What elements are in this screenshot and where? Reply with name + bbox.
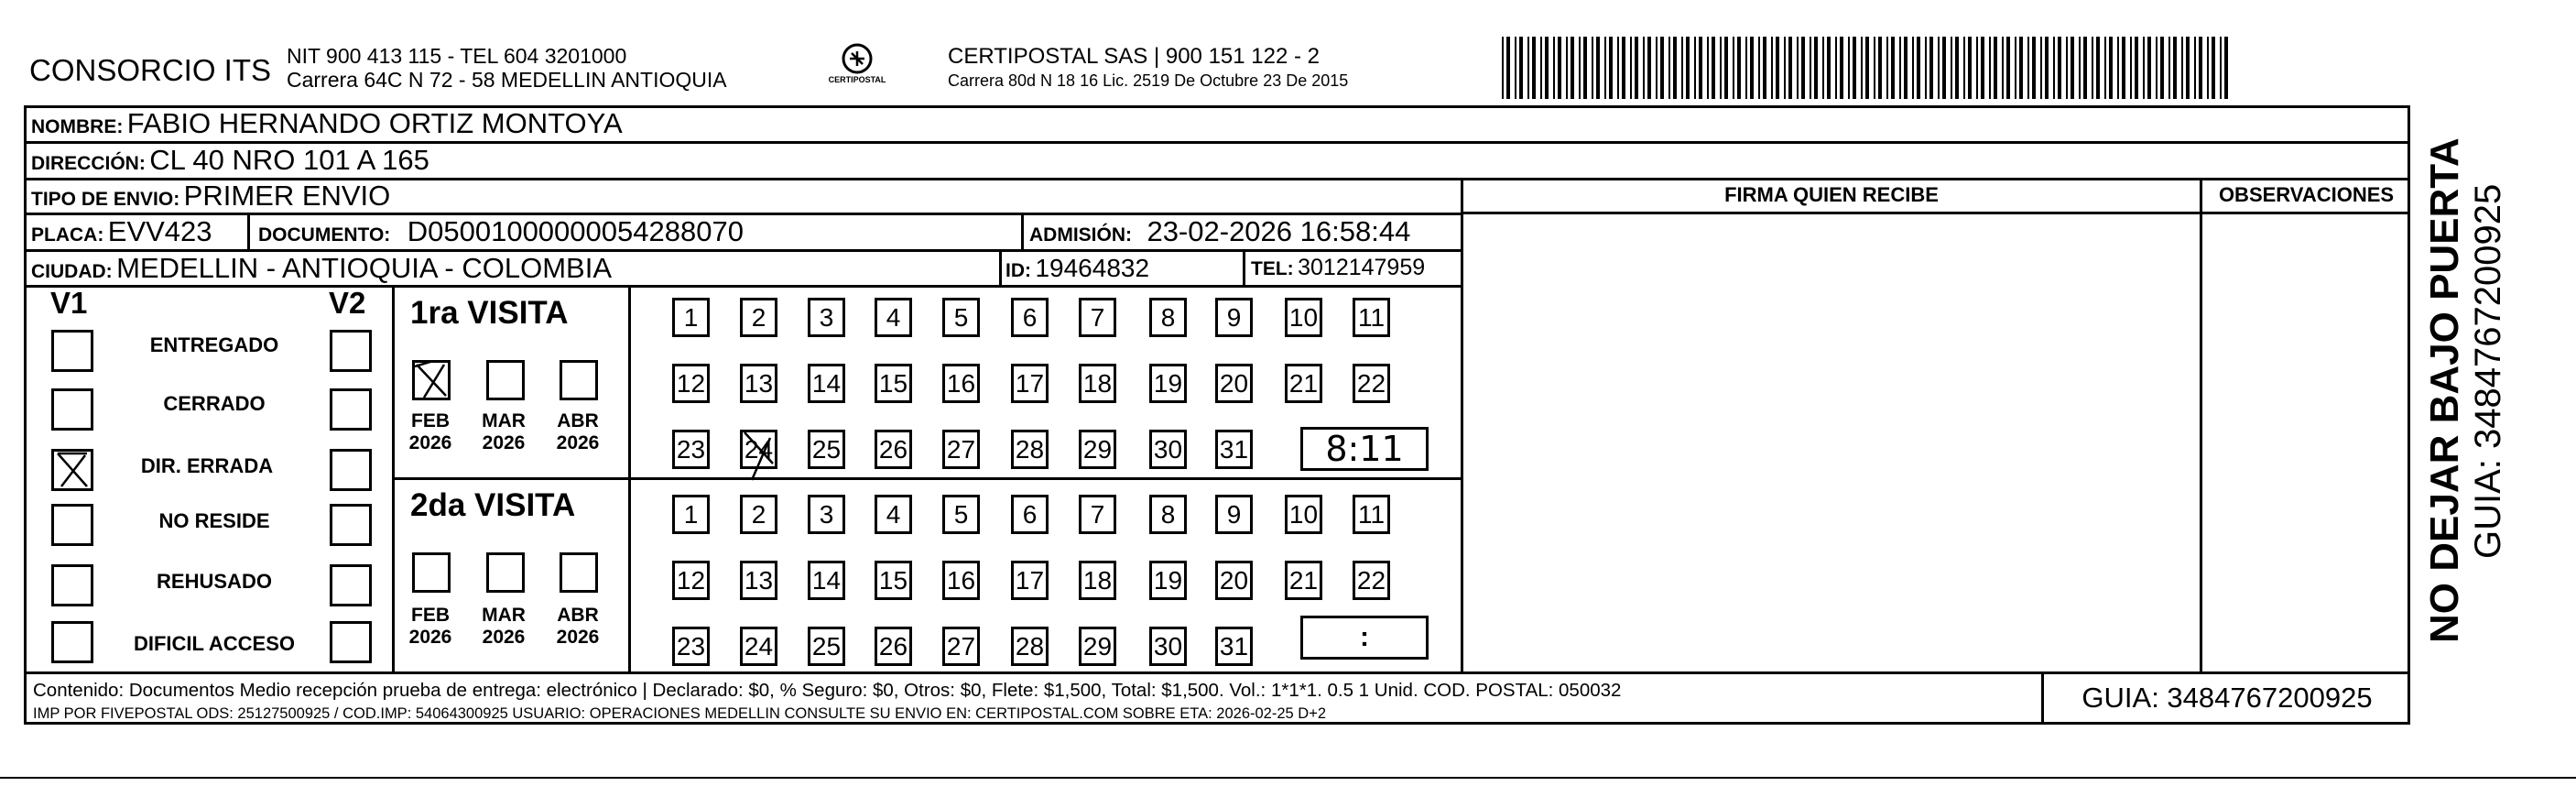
barcode-bar bbox=[2015, 37, 2016, 99]
visit2-day-11[interactable]: 11 bbox=[1353, 495, 1390, 534]
barcode-bar bbox=[2122, 37, 2125, 99]
logo-text: CERTIPOSTAL bbox=[828, 75, 886, 84]
visit2-day-10[interactable]: 10 bbox=[1285, 495, 1322, 534]
barcode-bar bbox=[1737, 37, 1741, 99]
visit1-day-2[interactable]: 2 bbox=[740, 298, 777, 337]
id-field bbox=[1005, 251, 1149, 285]
certipostal-line1: CERTIPOSTAL SAS | 900 151 122 - 2 bbox=[948, 44, 1320, 69]
visit2-day-21[interactable]: 21 bbox=[1285, 561, 1322, 600]
observaciones-header: OBSERVACIONES bbox=[2218, 183, 2395, 206]
visit1-day-12[interactable]: 12 bbox=[672, 364, 710, 403]
barcode-bar bbox=[1707, 37, 1709, 99]
v2-checkbox-cerrado[interactable] bbox=[330, 388, 372, 431]
barcode-bar bbox=[1810, 37, 1811, 99]
visit1-day-22[interactable]: 22 bbox=[1353, 364, 1390, 403]
tipo-envio-label: TIPO DE ENVIO: bbox=[31, 189, 180, 210]
barcode-bar bbox=[1656, 37, 1658, 99]
visit1-day-24[interactable]: 24 bbox=[740, 430, 777, 469]
v2-checkbox-entregado[interactable] bbox=[330, 330, 372, 372]
barcode-bar bbox=[1904, 37, 1908, 99]
barcode-bar bbox=[1758, 37, 1760, 99]
barcode-bar bbox=[1861, 37, 1863, 99]
visit2-day-9[interactable]: 9 bbox=[1215, 495, 1253, 534]
barcode-bar bbox=[1660, 37, 1664, 99]
barcode-bar bbox=[2199, 37, 2202, 99]
visit1-day-18[interactable]: 18 bbox=[1079, 364, 1116, 403]
direccion-field bbox=[31, 143, 429, 178]
barcode-bar bbox=[1912, 37, 1914, 99]
barcode-bar bbox=[2207, 37, 2209, 99]
footer-guia: GUIA: 3484767200925 bbox=[2081, 682, 2373, 714]
visit2-feb-label: FEB 2026 bbox=[408, 605, 452, 648]
barcode-bar bbox=[1797, 37, 1799, 99]
barcode-bar bbox=[1835, 37, 1837, 99]
barcode-bar bbox=[1515, 37, 1516, 99]
visit2-day-16[interactable]: 16 bbox=[942, 561, 980, 600]
barcode-bar bbox=[1724, 37, 1728, 99]
visit1-day-10[interactable]: 10 bbox=[1285, 298, 1322, 337]
tel-label: TEL: bbox=[1251, 258, 1294, 279]
barcode-bar bbox=[1878, 37, 1882, 99]
barcode-bar bbox=[2135, 37, 2138, 99]
side-guia: GUIA: 3484767200925 bbox=[2468, 183, 2508, 559]
barcode-bar bbox=[1989, 37, 1991, 99]
barcode-bar bbox=[2130, 37, 2132, 99]
barcode-bar bbox=[1955, 37, 1959, 99]
visit2-day-14[interactable]: 14 bbox=[808, 561, 845, 600]
visit1-time-value: 8:11 bbox=[1325, 429, 1404, 469]
barcode-bar bbox=[1519, 37, 1523, 99]
barcode-bar bbox=[1712, 37, 1715, 99]
visit2-day-7[interactable]: 7 bbox=[1079, 495, 1116, 534]
admision-field bbox=[1029, 214, 1410, 249]
barcode-bar bbox=[1776, 37, 1779, 99]
barcode-bar bbox=[2224, 37, 2228, 99]
barcode-bar bbox=[1733, 37, 1734, 99]
barcode-bar bbox=[1592, 37, 1593, 99]
visit2-day-12[interactable]: 12 bbox=[672, 561, 710, 600]
barcode-bar bbox=[1853, 37, 1856, 99]
barcode-bar bbox=[1763, 37, 1766, 99]
visit2-time-value: : bbox=[1360, 622, 1369, 652]
visit1-day-27[interactable]: 27 bbox=[942, 430, 980, 469]
visit1-day-16[interactable]: 16 bbox=[942, 364, 980, 403]
visit1-day-15[interactable]: 15 bbox=[875, 364, 912, 403]
barcode-bar bbox=[2143, 37, 2145, 99]
documento-field bbox=[258, 214, 744, 249]
visit1-mar-label: MAR 2026 bbox=[482, 410, 526, 453]
v2-checkbox-rehusado[interactable] bbox=[330, 564, 372, 606]
barcode-bar bbox=[2002, 37, 2004, 99]
v2-checkbox-dificil-acceso[interactable] bbox=[330, 621, 372, 663]
firma-header: FIRMA QUIEN RECIBE bbox=[1724, 183, 1939, 206]
barcode-bar bbox=[2186, 37, 2190, 99]
barcode-bar bbox=[2212, 37, 2215, 99]
check-mark-icon bbox=[415, 363, 448, 398]
nombre-label: NOMBRE: bbox=[31, 116, 124, 137]
visit2-day-5[interactable]: 5 bbox=[942, 495, 980, 534]
visit2-day-15[interactable]: 15 bbox=[875, 561, 912, 600]
option-label-dificil-acceso: DIFICIL ACCESO bbox=[133, 632, 295, 655]
visit1-mar-checkbox[interactable] bbox=[486, 360, 525, 400]
barcode-bar bbox=[1668, 37, 1670, 99]
placa-value: EVV423 bbox=[107, 215, 212, 247]
barcode-bar bbox=[1686, 37, 1690, 99]
visit2-day-28[interactable]: 28 bbox=[1011, 627, 1049, 666]
barcode-bar bbox=[1968, 37, 1972, 99]
barcode-bar bbox=[2058, 37, 2061, 99]
barcode-bar bbox=[2147, 37, 2151, 99]
visit1-day-11[interactable]: 11 bbox=[1353, 298, 1390, 337]
barcode-bar bbox=[1801, 37, 1805, 99]
barcode-bar bbox=[2096, 37, 2100, 99]
barcode-bar bbox=[1929, 37, 1933, 99]
barcode-bar bbox=[2173, 37, 2177, 99]
visit1-feb-label: FEB 2026 bbox=[408, 410, 452, 453]
barcode-bar bbox=[1699, 37, 1702, 99]
no-dejar-bajo-puerta: NO DEJAR BAJO PUERTA bbox=[2422, 137, 2467, 643]
barcode-bar bbox=[1635, 37, 1638, 99]
barcode-bar bbox=[1720, 37, 1722, 99]
visit2-day-29[interactable]: 29 bbox=[1079, 627, 1116, 666]
visit2-abr-checkbox[interactable] bbox=[560, 552, 598, 593]
visit1-day-14[interactable]: 14 bbox=[808, 364, 845, 403]
barcode-bar bbox=[2104, 37, 2106, 99]
barcode-bar bbox=[1622, 37, 1625, 99]
barcode-bar bbox=[1994, 37, 1997, 99]
barcode-bar bbox=[1951, 37, 1952, 99]
visit1-day-21[interactable]: 21 bbox=[1285, 364, 1322, 403]
visit2-mar-label: MAR 2026 bbox=[482, 605, 526, 648]
v2-label: V2 bbox=[329, 286, 366, 320]
barcode-bar bbox=[1694, 37, 1696, 99]
barcode-bar bbox=[2109, 37, 2113, 99]
visit1-day-1[interactable]: 1 bbox=[672, 298, 710, 337]
visit1-day-26[interactable]: 26 bbox=[875, 430, 912, 469]
barcode-bar bbox=[1942, 37, 1946, 99]
barcode-bar bbox=[1553, 37, 1555, 99]
barcode-bar bbox=[1579, 37, 1581, 99]
barcode-bar bbox=[1681, 37, 1683, 99]
barcode-bar bbox=[2066, 37, 2068, 99]
tel-field bbox=[1251, 251, 1425, 285]
barcode-bar bbox=[1814, 37, 1818, 99]
visit1-day-30[interactable]: 30 bbox=[1149, 430, 1187, 469]
v2-checkbox-dir-errada[interactable] bbox=[330, 449, 372, 491]
barcode-bar bbox=[2156, 37, 2158, 99]
visit1-day-8[interactable]: 8 bbox=[1149, 298, 1187, 337]
visit2-day-26[interactable]: 26 bbox=[875, 627, 912, 666]
barcode-bar bbox=[1788, 37, 1792, 99]
barcode-bar bbox=[1630, 37, 1632, 99]
barcode-bar bbox=[1643, 37, 1645, 99]
footer-content-line: Contenido: Documentos Medio recepción prueba de entrega: electrónico | Declarado: $0, % Seguro: $0, Otros: $0, Flete: $1,500, Total: $1,500. Vol.: 1*1*1. 0.5 1 Unid. COD. POSTAL: 050032 bbox=[33, 680, 1622, 701]
barcode-bar bbox=[1583, 37, 1587, 99]
barcode-bar bbox=[1745, 37, 1747, 99]
certipostal-logo bbox=[830, 40, 885, 92]
barcode-bar bbox=[1899, 37, 1901, 99]
barcode-bar bbox=[1617, 37, 1619, 99]
barcode-bar bbox=[1771, 37, 1773, 99]
option-label-dir-errada: DIR. ERRADA bbox=[140, 454, 274, 477]
placa-field bbox=[31, 214, 212, 249]
visit1-day-9[interactable]: 9 bbox=[1215, 298, 1253, 337]
visit2-day-1[interactable]: 1 bbox=[672, 495, 710, 534]
visit2-title: 2da VISITA bbox=[410, 487, 576, 523]
placa-label: PLACA: bbox=[31, 224, 104, 246]
barcode-bar bbox=[1647, 37, 1651, 99]
barcode-bar bbox=[2053, 37, 2055, 99]
day-mark-icon bbox=[743, 432, 775, 466]
barcode-bar bbox=[1502, 37, 1504, 99]
tipo-envio-value: PRIMER ENVIO bbox=[183, 180, 391, 212]
visit1-day-3[interactable]: 3 bbox=[808, 298, 845, 337]
visit2-day-19[interactable]: 19 bbox=[1149, 561, 1187, 600]
barcode-bar bbox=[2168, 37, 2170, 99]
visit1-title: 1ra VISITA bbox=[410, 295, 569, 331]
option-label-cerrado: CERRADO bbox=[163, 392, 266, 415]
direccion-value: CL 40 NRO 101 A 165 bbox=[149, 144, 429, 176]
id-value: 19464832 bbox=[1035, 254, 1150, 282]
visit2-day-6[interactable]: 6 bbox=[1011, 495, 1049, 534]
visit2-feb-checkbox[interactable] bbox=[412, 552, 451, 593]
tipo-envio-field bbox=[31, 180, 390, 213]
visit1-abr-checkbox[interactable] bbox=[560, 360, 598, 400]
visit1-abr-label: ABR 2026 bbox=[556, 410, 600, 453]
barcode-bar bbox=[1848, 37, 1850, 99]
barcode-bar bbox=[1673, 37, 1677, 99]
direccion-label: DIRECCIÓN: bbox=[31, 153, 146, 174]
v1-checkbox-no-reside[interactable] bbox=[51, 504, 93, 546]
barcode-bar bbox=[1750, 37, 1754, 99]
barcode-bar bbox=[1527, 37, 1529, 99]
visit2-day-13[interactable]: 13 bbox=[740, 561, 777, 600]
barcode-bar bbox=[1925, 37, 1927, 99]
barcode-bar bbox=[1558, 37, 1561, 99]
visit2-day-3[interactable]: 3 bbox=[808, 495, 845, 534]
visit2-abr-label: ABR 2026 bbox=[556, 605, 600, 648]
visit1-day-29[interactable]: 29 bbox=[1079, 430, 1116, 469]
barcode-bar bbox=[1827, 37, 1831, 99]
bottom-edge bbox=[0, 777, 2576, 779]
visit1-day-23[interactable]: 23 bbox=[672, 430, 710, 469]
option-label-no-reside: NO RESIDE bbox=[158, 509, 270, 532]
barcode-bar bbox=[2006, 37, 2010, 99]
visit2-day-23[interactable]: 23 bbox=[672, 627, 710, 666]
nombre-field bbox=[31, 106, 623, 141]
visit1-day-19[interactable]: 19 bbox=[1149, 364, 1187, 403]
barcode-bar bbox=[2220, 37, 2222, 99]
barcode-bar bbox=[1506, 37, 1510, 99]
visit2-day-22[interactable]: 22 bbox=[1353, 561, 1390, 600]
v1-checkbox-rehusado[interactable] bbox=[51, 564, 93, 606]
id-label: ID: bbox=[1005, 260, 1031, 281]
barcode-bar bbox=[1874, 37, 1875, 99]
visit1-day-5[interactable]: 5 bbox=[942, 298, 980, 337]
barcode-bar bbox=[1784, 37, 1786, 99]
barcode-bar bbox=[2032, 37, 2036, 99]
visit2-day-2[interactable]: 2 bbox=[740, 495, 777, 534]
visit2-day-25[interactable]: 25 bbox=[808, 627, 845, 666]
barcode-graphic bbox=[1502, 37, 2230, 99]
barcode-bar bbox=[1532, 37, 1536, 99]
barcode-bar bbox=[2181, 37, 2183, 99]
barcode-bar bbox=[1822, 37, 1824, 99]
visit1-day-17[interactable]: 17 bbox=[1011, 364, 1049, 403]
barcode-bar bbox=[2045, 37, 2049, 99]
admision-value: 23-02-2026 16:58:44 bbox=[1147, 215, 1411, 247]
v1-label: V1 bbox=[50, 286, 88, 320]
barcode-bar bbox=[2040, 37, 2042, 99]
v1-checkbox-dir-errada[interactable] bbox=[51, 449, 93, 491]
barcode-bar bbox=[2092, 37, 2093, 99]
company-name: CONSORCIO ITS bbox=[29, 53, 272, 87]
option-label-entregado: ENTREGADO bbox=[149, 333, 279, 356]
barcode-bar bbox=[1963, 37, 1965, 99]
v2-checkbox-no-reside[interactable] bbox=[330, 504, 372, 546]
barcode-bar bbox=[1545, 37, 1549, 99]
barcode-bar bbox=[2160, 37, 2164, 99]
check-mark-icon bbox=[54, 452, 91, 488]
documento-value: D05001000000054288070 bbox=[407, 215, 744, 247]
visit2-day-24[interactable]: 24 bbox=[740, 627, 777, 666]
ciudad-label: CIUDAD: bbox=[31, 261, 113, 282]
nombre-value: FABIO HERNANDO ORTIZ MONTOYA bbox=[126, 107, 623, 139]
barcode-bar bbox=[2194, 37, 2196, 99]
barcode-bar bbox=[1609, 37, 1613, 99]
barcode-bar bbox=[1981, 37, 1984, 99]
visit1-day-4[interactable]: 4 bbox=[875, 298, 912, 337]
barcode bbox=[1502, 37, 2230, 99]
v1-checkbox-dificil-acceso[interactable] bbox=[51, 621, 93, 663]
v1-checkbox-cerrado[interactable] bbox=[51, 388, 93, 431]
barcode-bar bbox=[1917, 37, 1920, 99]
visit1-time-box[interactable] bbox=[1300, 427, 1429, 471]
barcode-bar bbox=[2083, 37, 2087, 99]
visit2-day-20[interactable]: 20 bbox=[1215, 561, 1253, 600]
footer-imp-line: IMP POR FIVEPOSTAL ODS: 25127500925 / COD.IMP: 54064300925 USUARIO: OPERACIONES MEDELLIN CONSULTE SU ENVIO EN: CERTIPOSTAL.COM SOBRE ETA: 2026-02-25 D+2 bbox=[33, 705, 1327, 722]
visit2-mar-checkbox[interactable] bbox=[486, 552, 525, 593]
barcode-bar bbox=[2079, 37, 2081, 99]
barcode-bar bbox=[2117, 37, 2119, 99]
barcode-bar bbox=[1596, 37, 1600, 99]
visit2-day-17[interactable]: 17 bbox=[1011, 561, 1049, 600]
visit1-day-20[interactable]: 20 bbox=[1215, 364, 1253, 403]
visit1-feb-checkbox[interactable] bbox=[412, 360, 451, 400]
visit2-day-27[interactable]: 27 bbox=[942, 627, 980, 666]
visit2-day-18[interactable]: 18 bbox=[1079, 561, 1116, 600]
barcode-bar bbox=[1571, 37, 1574, 99]
visit1-day-31[interactable]: 31 bbox=[1215, 430, 1253, 469]
visit1-day-28[interactable]: 28 bbox=[1011, 430, 1049, 469]
visit1-day-6[interactable]: 6 bbox=[1011, 298, 1049, 337]
barcode-bar bbox=[1604, 37, 1606, 99]
documento-label: DOCUMENTO: bbox=[258, 224, 391, 246]
admision-label: ADMISIÓN: bbox=[1029, 224, 1132, 246]
visit2-day-4[interactable]: 4 bbox=[875, 495, 912, 534]
barcode-bar bbox=[1891, 37, 1895, 99]
visit2-day-30[interactable]: 30 bbox=[1149, 627, 1187, 666]
visit2-day-31[interactable]: 31 bbox=[1215, 627, 1253, 666]
visit1-day-25[interactable]: 25 bbox=[808, 430, 845, 469]
barcode-bar bbox=[2019, 37, 2023, 99]
visit2-day-8[interactable]: 8 bbox=[1149, 495, 1187, 534]
barcode-bar bbox=[1865, 37, 1869, 99]
barcode-bar bbox=[1540, 37, 1542, 99]
barcode-bar bbox=[1938, 37, 1940, 99]
barcode-bar bbox=[2071, 37, 2074, 99]
ciudad-value: MEDELLIN - ANTIOQUIA - COLOMBIA bbox=[116, 252, 612, 284]
barcode-bar bbox=[1840, 37, 1843, 99]
certipostal-line2: Carrera 80d N 18 16 Lic. 2519 De Octubre 23 De 2015 bbox=[948, 71, 1349, 90]
v1-checkbox-entregado[interactable] bbox=[51, 330, 93, 372]
barcode-bar bbox=[2027, 37, 2029, 99]
barcode-bar bbox=[1886, 37, 1888, 99]
visit1-day-13[interactable]: 13 bbox=[740, 364, 777, 403]
nit-line: NIT 900 413 115 - TEL 604 3201000 bbox=[287, 44, 627, 68]
tel-value: 3012147959 bbox=[1298, 255, 1426, 280]
ciudad-field bbox=[31, 251, 612, 285]
visit1-day-7[interactable]: 7 bbox=[1079, 298, 1116, 337]
barcode-bar bbox=[1976, 37, 1978, 99]
option-label-rehusado: REHUSADO bbox=[157, 570, 272, 593]
barcode-bar bbox=[1566, 37, 1568, 99]
visit2-time-box[interactable] bbox=[1300, 616, 1429, 660]
address-line: Carrera 64C N 72 - 58 MEDELLIN ANTIOQUIA bbox=[287, 68, 727, 92]
